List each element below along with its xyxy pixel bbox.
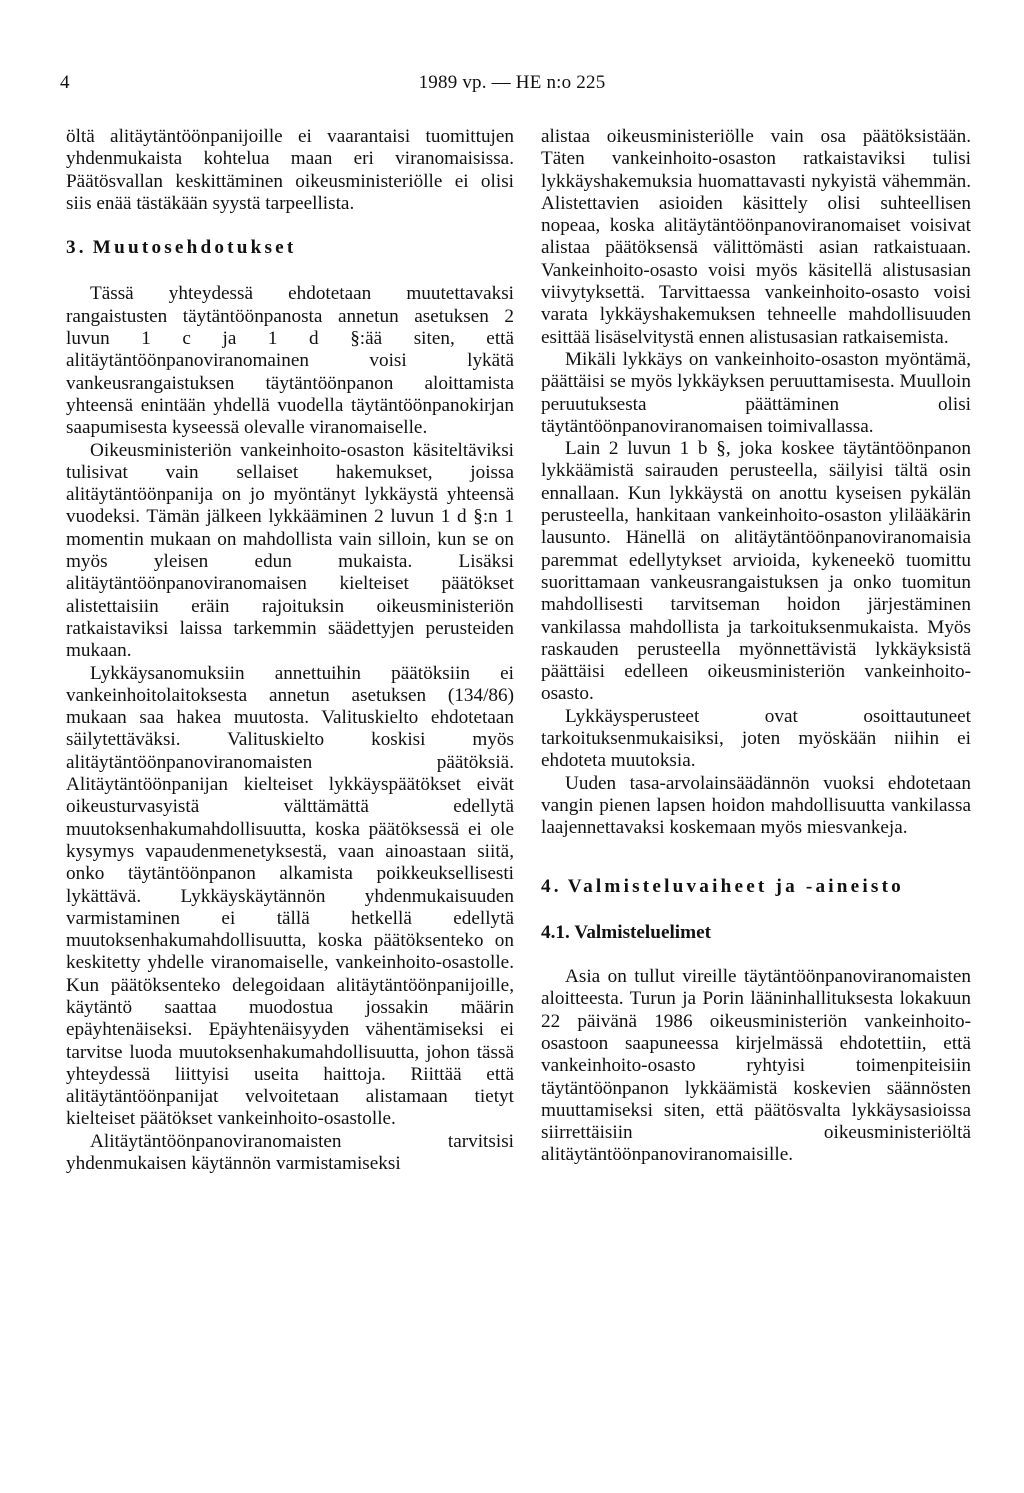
paragraph: Uuden tasa-arvolainsäädännön vuoksi ehdotetaan vangin pienen lapsen hoidon mahdollisuutta vankilassa laajennettavaksi koskemaan myös miesvankeja. (541, 772, 971, 839)
section-number: 4. (541, 875, 562, 897)
page-number: 4 (60, 72, 70, 93)
section-title: Muutosehdotukset (92, 237, 297, 259)
paragraph: Asia on tullut vireille täytäntöönpanoviranomaisten aloitteesta. Turun ja Porin lääninhallituksesta lokakuun 22 päivänä 1986 oikeusministeriön vankeinhoito-osastoon saapuneessa kirjelmässä ehdotettiin, että vankeinhoito-osasto ryhtyisi toimenpiteisiin täytäntöönpanon lykkäämistä koskevien säännösten muuttamiseksi siten, että päätösvalta lykkäysasioissa siirrettäisiin oikeusministeriöltä alitäytäntöönpanoviranomaisille. (541, 966, 971, 1166)
paragraph: Lykkäysanomuksiin annettuihin päätöksiin ei vankeinhoitolaitoksesta annetun asetuksen (134/86) mukaan saa hakea muutosta. Valituskielto ehdotetaan säilytettäväksi. Valituskielto koskisi myös alitäytäntöönpanoviranomaisten päätöksiä. Alitäytäntöönpanijan kielteiset lykkäyspäätökset eivät oikeusturvasyistä välttämättä edellytä muutoksenhakumahdollisuutta, koska päätöksessä ei ole kysymys vapaudenmenetyksestä, vaan ainoastaan siitä, onko täytäntöönpanon alkamista poikkeuksellisesti lykättävä. Lykkäyskäytännön yhdenmukaisuuden varmistaminen ei tällä hetkellä edellytä muutoksenhakumahdollisuutta, koska päätöksenteko on keskitetty yhdelle viranomaiselle, vankeinhoito-osastolle. Kun päätöksenteko delegoidaan alitäytäntöönpanijoille, käytäntö saattaa muodostua jossakin määrin epäyhtenäiseksi. Epäyhtenäisyyden vähentämiseksi ei tarvitse luoda muutoksenhakumahdollisuutta, johon tässä yhteydessä liittyisi useita haittoja. Riittää että alitäytäntöönpanijat velvoitetaan alistamaan tietyt kielteiset päätökset vankeinhoito-osastolle. (66, 662, 514, 1130)
paragraph: Lain 2 luvun 1 b §, joka koskee täytäntöönpanon lykkäämistä sairauden perusteella, säilyisi tältä osin ennallaan. Kun lykkäystä on anottu kyseisen pykälän perusteella, hankitaan vankeinhoito-osaston ylilääkärin lausunto. Hänellä on alitäytäntöönpanoviranomaisia paremmat edellytykset arvioida, kykeneekö tuomittu suorittamaan vankeusrangaistuksen ja onko tuomitun mahdollisesti tarvitseman hoidon järjestäminen vankilassa mahdollista ja tarkoituksenmukaista. Myös raskauden perusteella myönnettävistä lykkäyksistä päättäisi edelleen oikeusministeriön vankeinhoito-osasto. (541, 438, 971, 705)
paragraph: Alitäytäntöönpanoviranomaisten tarvitsisi yhdenmukaisen käytännön varmistamiseksi (66, 1130, 514, 1175)
paragraph: alistaa oikeusministeriölle vain osa päätöksistään. Täten vankeinhoito-osaston ratkaistaviksi tulisi lykkäyshakemuksia huomattavasti nykyistä vähemmän. Alistettavien asioiden käsittely olisi suhteellisen nopeaa, koska alitäytäntöönpanoviranomaiset voisivat alistaa päätöksensä välittömästi asian ratkaistuaan. Vankeinhoito-osasto voisi myös käsitellä alistusasian viivytyksettä. Tarvittaessa vankeinhoito-osasto voisi varata lykkäyshakemuksen tehneelle mahdollisuuden esittää lisäselvitystä ennen alistusasian ratkaisemista. (541, 126, 971, 348)
paragraph: Oikeusministeriön vankeinhoito-osaston käsiteltäviksi tulisivat vain sellaiset hakemukset, joissa alitäytäntöönpanija on jo myöntänyt lykkäystä yhteensä vuodeksi. Tämän jälkeen lykkääminen 2 luvun 1 d §:n 1 momentin mukaan on mahdollista vain silloin, kun se on myös yleisen edun mukaista. Lisäksi alitäytäntöönpanoviranomaisen kielteiset päätökset alistettaisiin eräin rajoituksin oikeusministeriön ratkaistaviksi laissa tarkemmin säädettyjen perusteiden mukaan. (66, 439, 514, 662)
right-column (541, 126, 971, 1167)
section-heading-3 (66, 237, 514, 259)
left-column (66, 126, 514, 1175)
running-head: 1989 vp. — HE n:o 225 (418, 72, 606, 93)
page-header (0, 68, 1024, 102)
section-title: Valmisteluvaiheet ja -aineisto (567, 875, 904, 897)
paragraph: öltä alitäytäntöönpanijoille ei vaarantaisi tuomittujen yhdenmukaista kohtelua maan eri viranomaisissa. Päätösvallan keskittäminen oikeusministeriölle ei olisi siis enää tästäkään syystä tarpeellista. (66, 126, 514, 214)
paragraph: Lykkäysperusteet ovat osoittautuneet tarkoituksenmukaisiksi, joten myöskään niihin ei ehdoteta muutoksia. (541, 705, 971, 772)
subsection-heading-4-1: 4.1. Valmisteluelimet (541, 921, 712, 943)
section-number: 3. (66, 237, 87, 259)
section-heading-4 (541, 876, 971, 898)
paragraph: Mikäli lykkäys on vankeinhoito-osaston myöntämä, päättäisi se myös lykkäyksen peruuttamisesta. Muulloin peruutuksesta päättäminen olisi täytäntöönpanoviranomaisen toimivallassa. (541, 348, 971, 437)
paragraph: Tässä yhteydessä ehdotetaan muutettavaksi rangaistusten täytäntöönpanosta annetun asetuksen 2 luvun 1 c ja 1 d §:ää siten, että alitäytäntöönpanoviranomainen voisi lykätä vankeusrangaistuksen täytäntöönpanon aloittamista yhteensä enintään yhdellä vuodella täytäntöönpanokirjan saapumisesta kyseessä olevalle viranomaiselle. (66, 283, 514, 439)
